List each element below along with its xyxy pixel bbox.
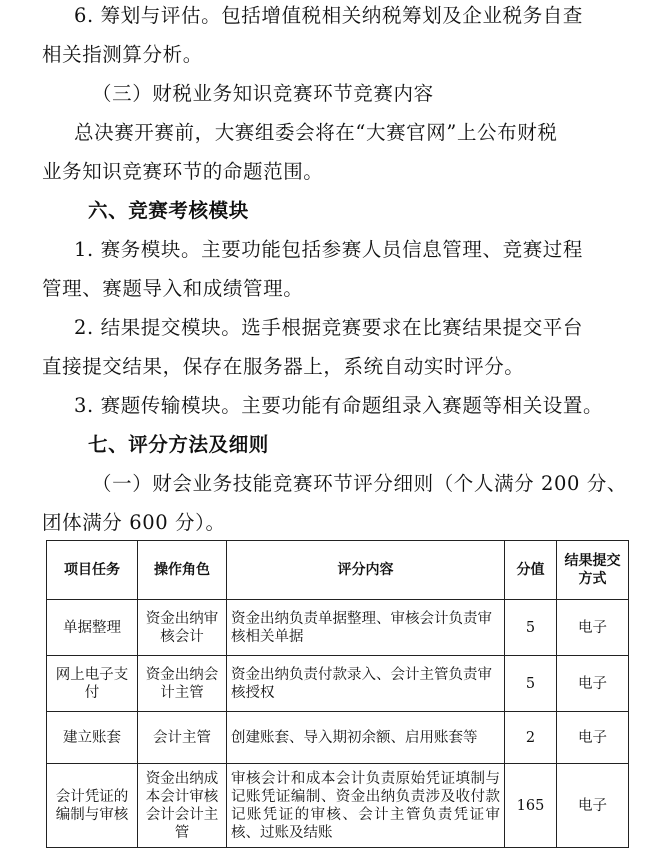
paragraph-module-1: 1. 赛务模块。主要功能包括参赛人员信息管理、竞赛过程 (74, 238, 584, 261)
table-row (47, 764, 629, 848)
cell-method: 电子 (557, 600, 629, 656)
cell-content: 资金出纳负责单据整理、审核会计负责审核相关单据 (227, 600, 505, 656)
cell-task: 单据整理 (47, 600, 138, 656)
section-heading-knowledge-contest: （三）财税业务知识竞赛环节竞赛内容 (92, 82, 434, 105)
paragraph-final-announcement-cont: 业务知识竞赛环节的命题范围。 (42, 160, 324, 183)
paragraph-module-3: 3. 赛题传输模块。主要功能有命题组录入赛题等相关设置。 (74, 394, 604, 417)
paragraph-planning-cont: 相关指测算分析。 (42, 43, 203, 66)
paragraph-module-1-cont: 管理、赛题导入和成绩管理。 (42, 277, 304, 300)
cell-method: 电子 (557, 656, 629, 712)
header-role: 操作角色 (138, 541, 227, 600)
cell-content: 创建账套、导入期初余额、启用账套等 (227, 712, 505, 764)
paragraph-scoring-details: （一）财会业务技能竞赛环节评分细则（个人满分 200 分、 (92, 472, 628, 495)
cell-content: 审核会计和成本会计负责原始凭证填制与记账凭证编制、资金出纳负责涉及收付款记账凭证的审核、会计主管负责凭证审核、过账及结账 (227, 764, 505, 848)
cell-role: 资金出纳会计主管 (138, 656, 227, 712)
cell-score: 5 (505, 600, 557, 656)
cell-role: 资金出纳审核会计 (138, 600, 227, 656)
cell-task: 会计凭证的编制与审核 (47, 764, 138, 848)
paragraph-final-announcement: 总决赛开赛前，大赛组委会将在“大赛官网”上公布财税 (74, 121, 558, 144)
cell-score: 165 (505, 764, 557, 848)
header-method: 结果提交方式 (557, 541, 629, 600)
heading-scoring-methods: 七、评分方法及细则 (88, 433, 269, 456)
cell-score: 5 (505, 656, 557, 712)
table-row (47, 600, 629, 656)
cell-task: 建立账套 (47, 712, 138, 764)
paragraph-module-2-cont: 直接提交结果，保存在服务器上，系统自动实时评分。 (42, 355, 525, 378)
cell-content: 资金出纳负责付款录入、会计主管负责审核授权 (227, 656, 505, 712)
cell-task: 网上电子支付 (47, 656, 138, 712)
heading-assessment-modules: 六、竞赛考核模块 (88, 199, 249, 222)
cell-role: 会计主管 (138, 712, 227, 764)
paragraph-scoring-details-cont: 团体满分 600 分）。 (42, 511, 226, 534)
table-header-row (47, 541, 629, 600)
cell-role: 资金出纳成本会计审核会计会计主管 (138, 764, 227, 848)
cell-score: 2 (505, 712, 557, 764)
paragraph-planning: 6. 筹划与评估。包括增值税相关纳税筹划及企业税务自查 (74, 4, 584, 27)
header-task: 项目任务 (47, 541, 138, 600)
header-content: 评分内容 (227, 541, 505, 600)
scoring-table (46, 540, 629, 848)
header-score: 分值 (505, 541, 557, 600)
table-row (47, 656, 629, 712)
cell-method: 电子 (557, 712, 629, 764)
table-row (47, 712, 629, 764)
cell-method: 电子 (557, 764, 629, 848)
paragraph-module-2: 2. 结果提交模块。选手根据竞赛要求在比赛结果提交平台 (74, 316, 584, 339)
